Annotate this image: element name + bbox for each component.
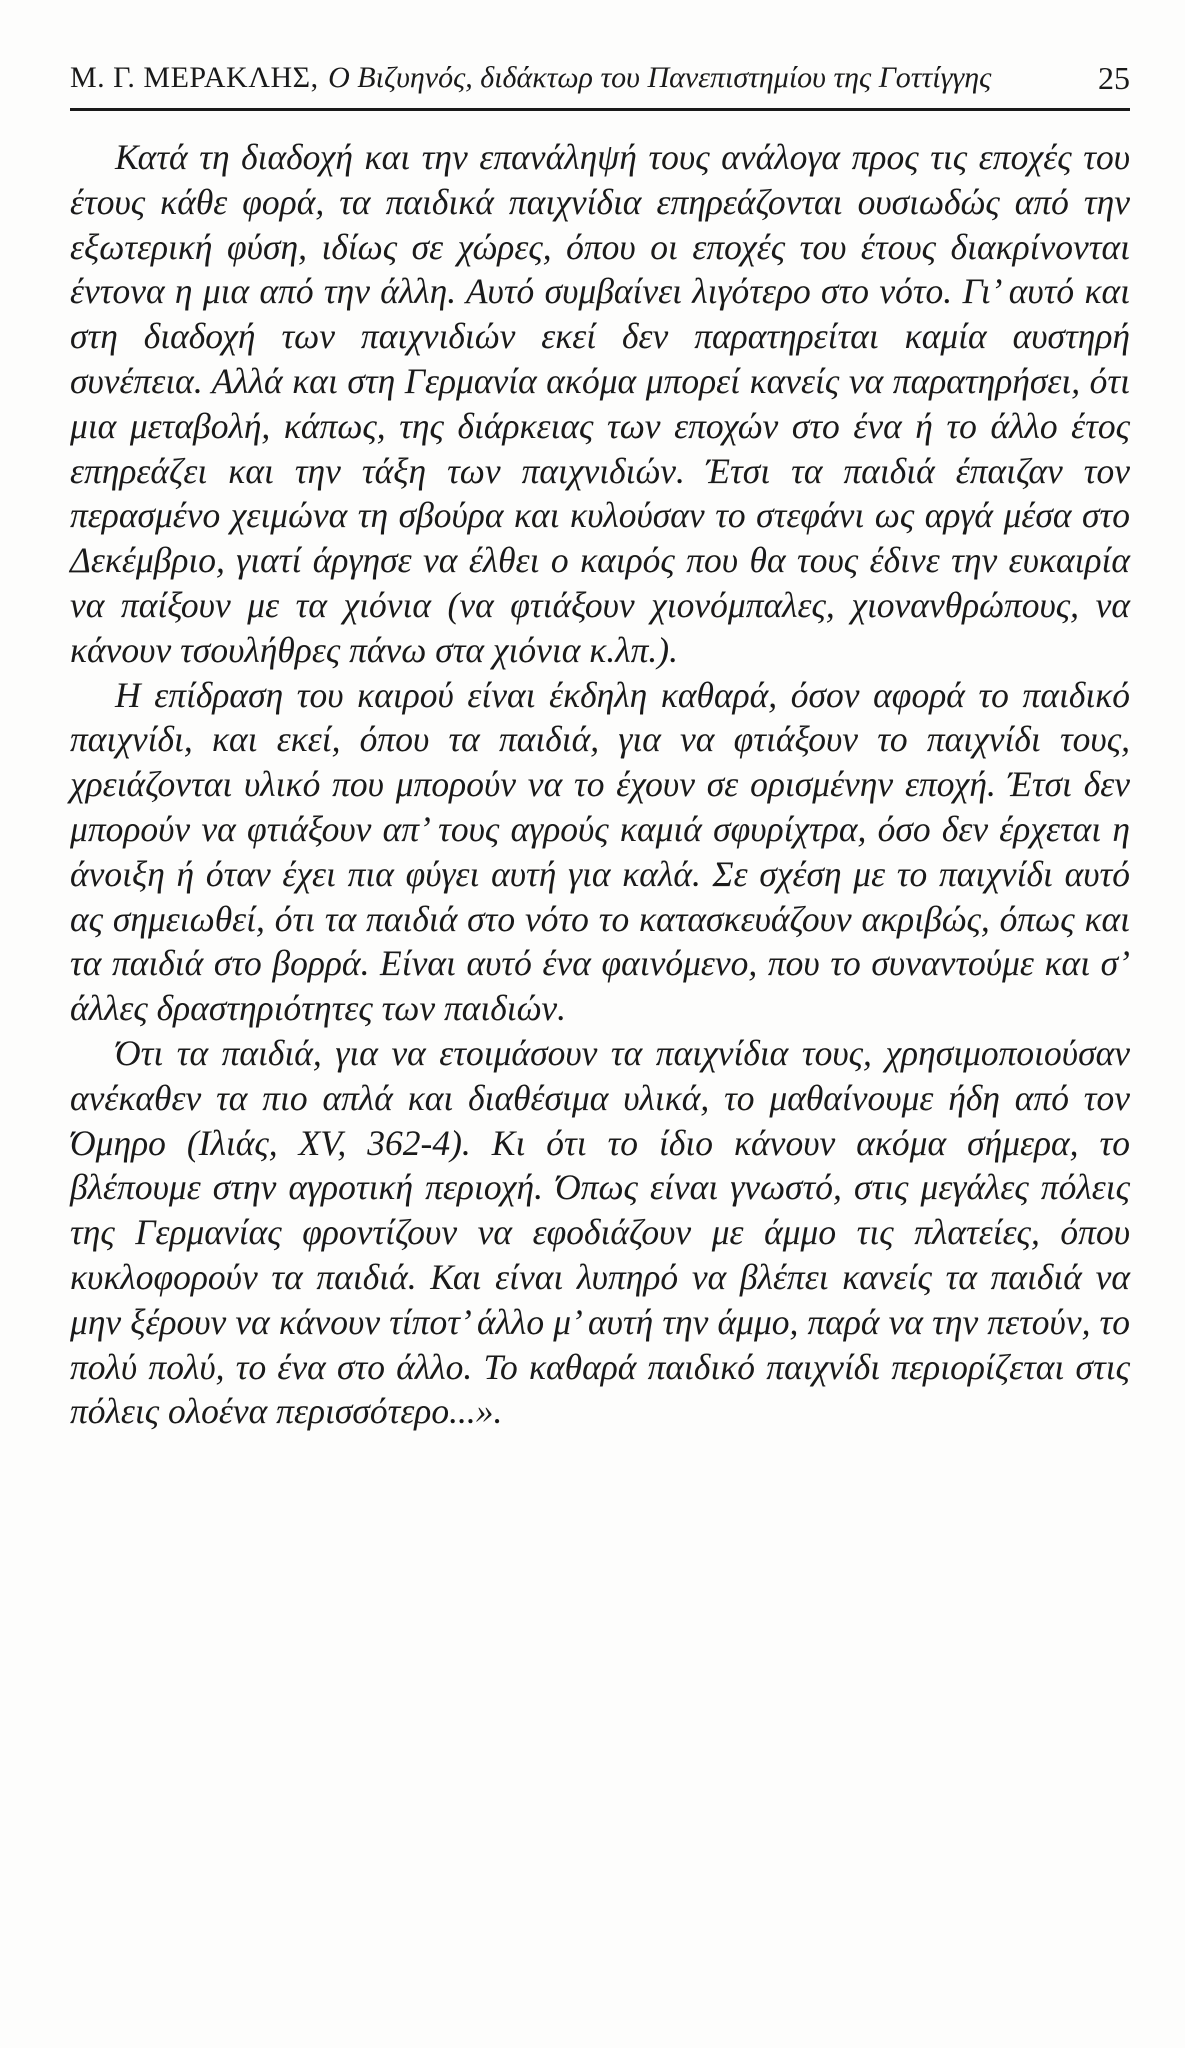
paragraph: Η επίδραση του καιρού είναι έκδηλη καθαρά, όσον αφορά το παιδικό παιχνίδι, και εκεί, όπου τα παιδιά, για να φτιάξουν το παιχνίδι τους, χρειάζονται υλικό που μπορούν να το έχουν σε ορισμένην εποχή. Έτσι δεν μπορούν να φτιάξουν απ’ τους αγρούς καμιά σφυρίχτρα, όσο δεν έρχεται η άνοιξη ή όταν έχει πια φύγει αυτή για καλά. Σε σχέση με το παιχνίδι αυτό ας σημειωθεί, ότι τα παιδιά στο νότο το κατασκευάζουν ακριβώς, όπως και τα παιδιά στο βορρά. Είναι αυτό ένα φαινόμενο, που το συναντούμε και σ’ άλλες δραστηριότητες των παιδιών. bbox=[70, 674, 1130, 1029]
running-head-author: Μ. Γ. ΜΕΡΑΚΛΗΣ, bbox=[70, 61, 319, 94]
running-head bbox=[70, 58, 1130, 98]
paragraph: Ότι τα παιδιά, για να ετοιμάσουν τα παιχνίδια τους, χρησιμοποιούσαν ανέκαθεν τα πιο απλά και διαθέσιμα υλικά, το μαθαίνουμε ήδη από τον Όμηρο (Ιλιάς, XV, 362-4). Κι ότι το ίδιο κάνουν ακόμα σήμερα, το βλέπουμε στην αγροτική περιοχή. Όπως είναι γνωστό, στις μεγάλες πόλεις της Γερμανίας φροντίζουν να εφοδιάζουν με άμμο τις πλατείες, όπου κυκλοφορούν τα παιδιά. Και είναι λυπηρό να βλέπει κανείς τα παιδιά να μην ξέρουν να κάνουν τίποτ’ άλλο μ’ αυτή την άμμο, παρά να την πετούν, το πολύ πολύ, το ένα στο άλλο. Το καθαρά παιδικό παιχνίδι περιορίζεται στις πόλεις ολοένα περισσότερο...». bbox=[70, 1032, 1130, 1432]
body-text bbox=[70, 135, 1130, 1434]
header-rule bbox=[70, 108, 1130, 111]
page-number: 25 bbox=[1098, 60, 1130, 96]
paragraph: Κατά τη διαδοχή και την επανάληψή τους ανάλογα προς τις εποχές του έτους κάθε φορά, τα παιδικά παιχνίδια επηρεάζονται ουσιωδώς από την εξωτερική φύση, ιδίως σε χώρες, όπου οι εποχές του έτους διακρίνονται έντονα η μια από την άλλη. Αυτό συμβαίνει λιγότερο στο νότο. Γι’ αυτό και στη διαδοχή των παιχνιδιών εκεί δεν παρατηρείται καμία αυστηρή συνέπεια. Αλλά και στη Γερμανία ακόμα μπορεί κανείς να παρατηρήσει, ότι μια μεταβολή, κάπως, της διάρκειας των εποχών στο ένα ή το άλλο έτος επηρεάζει και την τάξη των παιχνιδιών. Έτσι τα παιδιά έπαιζαν τον περασμένο χειμώνα τη σβούρα και κυλούσαν το στεφάνι ως αργά μέσα στο Δεκέμβριο, γιατί άργησε να έλθει ο καιρός που θα τους έδινε την ευκαιρία να παίξουν με τα χιόνια (να φτιάξουν χιονόμπαλες, χιονανθρώπους, να κάνουν τσουλήθρες πάνω στα χιόνια κ.λπ.). bbox=[70, 137, 1130, 670]
running-head-title: Ο Βιζυηνός, διδάκτωρ του Πανεπιστημίου της Γοττίγγης bbox=[328, 61, 992, 94]
